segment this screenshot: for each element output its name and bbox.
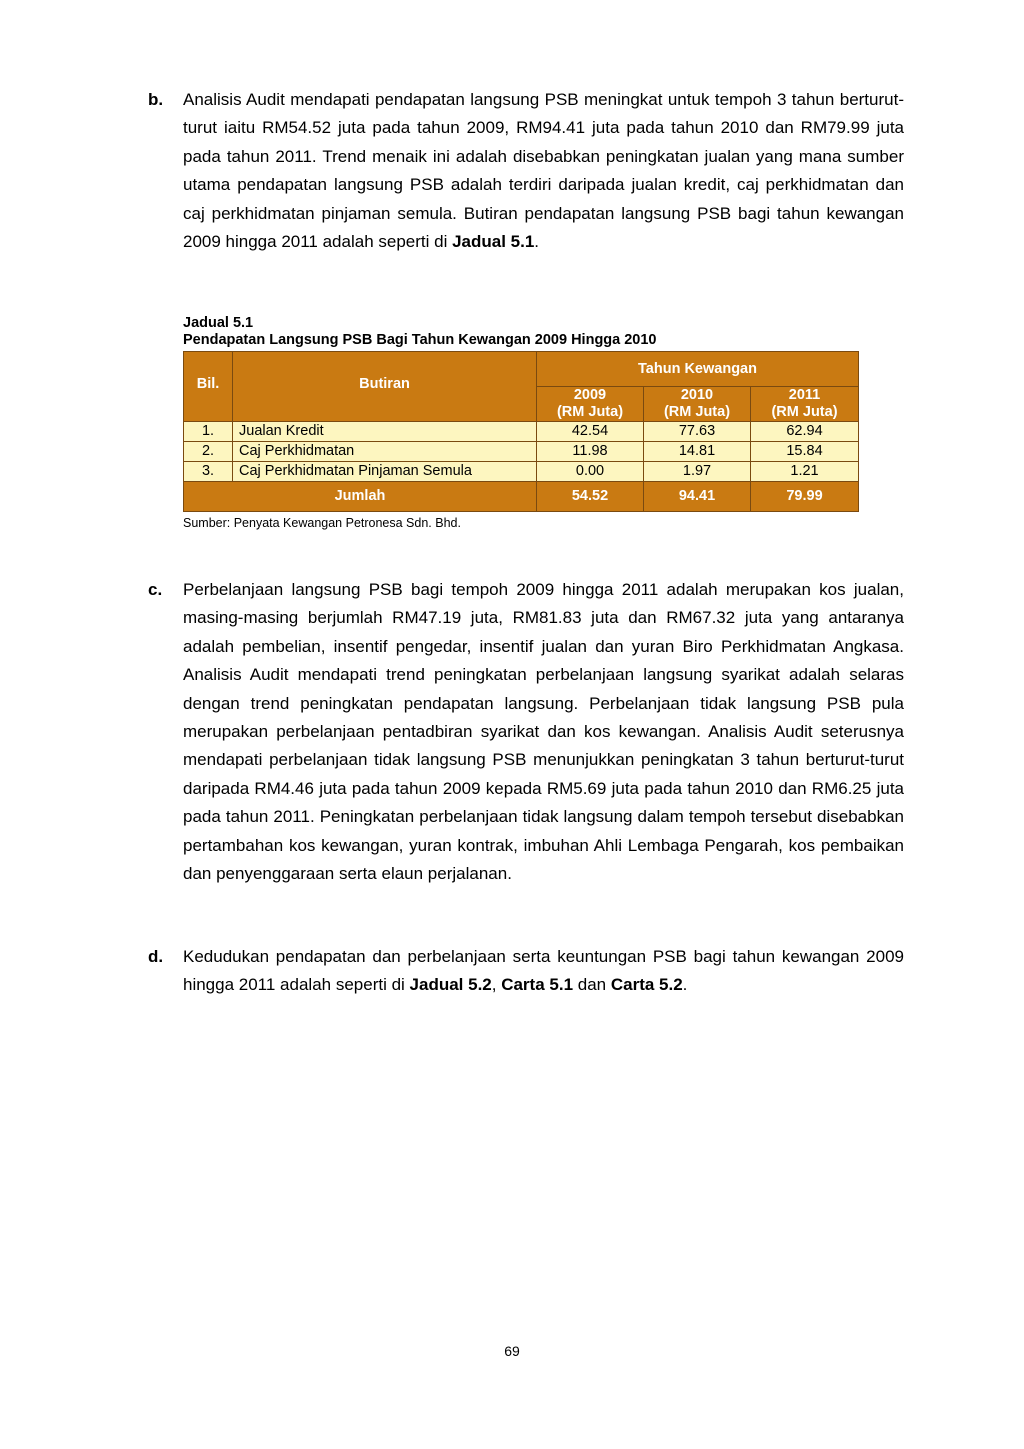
paragraph-b-text	[183, 86, 904, 256]
item-marker-d: d.	[148, 947, 164, 966]
cell-2011: 62.94	[751, 422, 859, 442]
paragraph-d	[148, 943, 904, 1000]
total-2009: 54.52	[537, 482, 644, 512]
table-row	[184, 442, 859, 462]
table-title: Pendapatan Langsung PSB Bagi Tahun Kewangan 2009 Hingga 2010	[183, 332, 657, 348]
separator: dan	[573, 975, 611, 995]
paragraph-d-text	[183, 943, 904, 1000]
reference-jadual-5-1: Jadual 5.1	[452, 232, 535, 252]
total-2011: 79.99	[751, 482, 859, 512]
cell-2010: 14.81	[644, 442, 751, 462]
header-year: 2010	[680, 387, 714, 403]
header-bil: Bil.	[184, 352, 233, 422]
reference-jadual-5-2: Jadual 5.2	[409, 975, 492, 995]
cell-bil: 1.	[184, 422, 233, 442]
paragraph-d-end: .	[682, 975, 688, 995]
header-unit: (RM Juta)	[663, 404, 731, 420]
cell-bil: 3.	[184, 462, 233, 482]
cell-2009: 11.98	[537, 442, 644, 462]
table-block	[183, 315, 863, 530]
paragraph-b-end: .	[534, 232, 540, 252]
table-label: Jadual 5.1	[183, 315, 254, 331]
paragraph-b-body: Analisis Audit mendapati pendapatan langsung PSB meningkat untuk tempoh 3 tahun berturut-turut iaitu RM54.52 juta pada tahun 2009, RM94.41 juta pada tahun 2010 dan RM79.99 juta pada tahun 2011. Trend menaik ini adalah disebabkan peningkatan jualan yang mana sumber utama pendapatan langsung PSB adalah terdiri daripada jualan kredit, caj perkhidmatan dan caj perkhidmatan pinjaman semula. Butiran pendapatan langsung PSB bagi tahun kewangan 2009 hingga 2011 adalah seperti di	[183, 90, 904, 252]
table-total-row	[184, 482, 859, 512]
header-year-2011	[751, 387, 859, 422]
cell-2010: 1.97	[644, 462, 751, 482]
paragraph-b	[148, 86, 904, 256]
header-butiran: Butiran	[233, 352, 537, 422]
header-year: 2009	[573, 387, 607, 403]
cell-2009: 0.00	[537, 462, 644, 482]
header-year-2010	[644, 387, 751, 422]
header-unit: (RM Juta)	[771, 404, 838, 420]
total-label: Jumlah	[184, 482, 537, 512]
item-marker-c: c.	[148, 580, 163, 599]
paragraph-d-body: Kedudukan pendapatan dan perbelanjaan serta keuntungan PSB bagi tahun kewangan 2009 hingga 2011 adalah seperti di	[183, 947, 904, 995]
cell-bil: 2.	[184, 442, 233, 462]
page-number: 69	[504, 1343, 520, 1359]
header-unit: (RM Juta)	[556, 404, 624, 420]
header-year: 2011	[788, 387, 821, 403]
table-source: Sumber: Penyata Kewangan Petronesa Sdn. Bhd.	[183, 516, 461, 530]
cell-2010: 77.63	[644, 422, 751, 442]
revenue-table	[183, 351, 859, 512]
item-marker-b: b.	[148, 90, 164, 109]
reference-carta-5-1: Carta 5.1	[501, 975, 574, 995]
paragraph-c-text: Perbelanjaan langsung PSB bagi tempoh 2009 hingga 2011 adalah merupakan kos jualan, masing-masing berjumlah RM47.19 juta, RM81.83 juta dan RM67.32 juta yang antaranya adalah pembelian, insentif pengedar, insentif jualan dan yuran Biro Perkhidmatan Angkasa. Analisis Audit mendapati trend peningkatan perbelanjaan langsung syarikat adalah selaras dengan trend peningkatan pendapatan langsung. Perbelanjaan tidak langsung PSB pula merupakan perbelanjaan pentadbiran syarikat dan kos kewangan. Analisis Audit seterusnya mendapati perbelanjaan tidak langsung PSB menunjukkan peningkatan 3 tahun berturut-turut daripada RM4.46 juta pada tahun 2009 kepada RM5.69 juta pada tahun 2010 dan RM6.25 juta pada tahun 2011. Peningkatan perbelanjaan tidak langsung dalam tempoh tersebut disebabkan pertambahan kos kewangan, yuran kontrak, imbuhan Ahli Lembaga Pengarah, kos pembaikan dan penyenggaraan serta elaun perjalanan.	[183, 580, 904, 884]
reference-carta-5-2: Carta 5.2	[610, 975, 683, 995]
header-tahun-kewangan: Tahun Kewangan	[537, 352, 859, 387]
cell-butiran: Caj Perkhidmatan Pinjaman Semula	[233, 462, 537, 482]
table-row	[184, 422, 859, 442]
cell-2009: 42.54	[537, 422, 644, 442]
cell-butiran: Caj Perkhidmatan	[233, 442, 537, 462]
total-2010: 94.41	[644, 482, 751, 512]
cell-2011: 15.84	[751, 442, 859, 462]
cell-2011: 1.21	[751, 462, 859, 482]
header-year-2009	[537, 387, 644, 422]
separator: ,	[491, 975, 502, 995]
cell-butiran: Jualan Kredit	[233, 422, 537, 442]
paragraph-c	[148, 576, 904, 888]
table-row	[184, 462, 859, 482]
